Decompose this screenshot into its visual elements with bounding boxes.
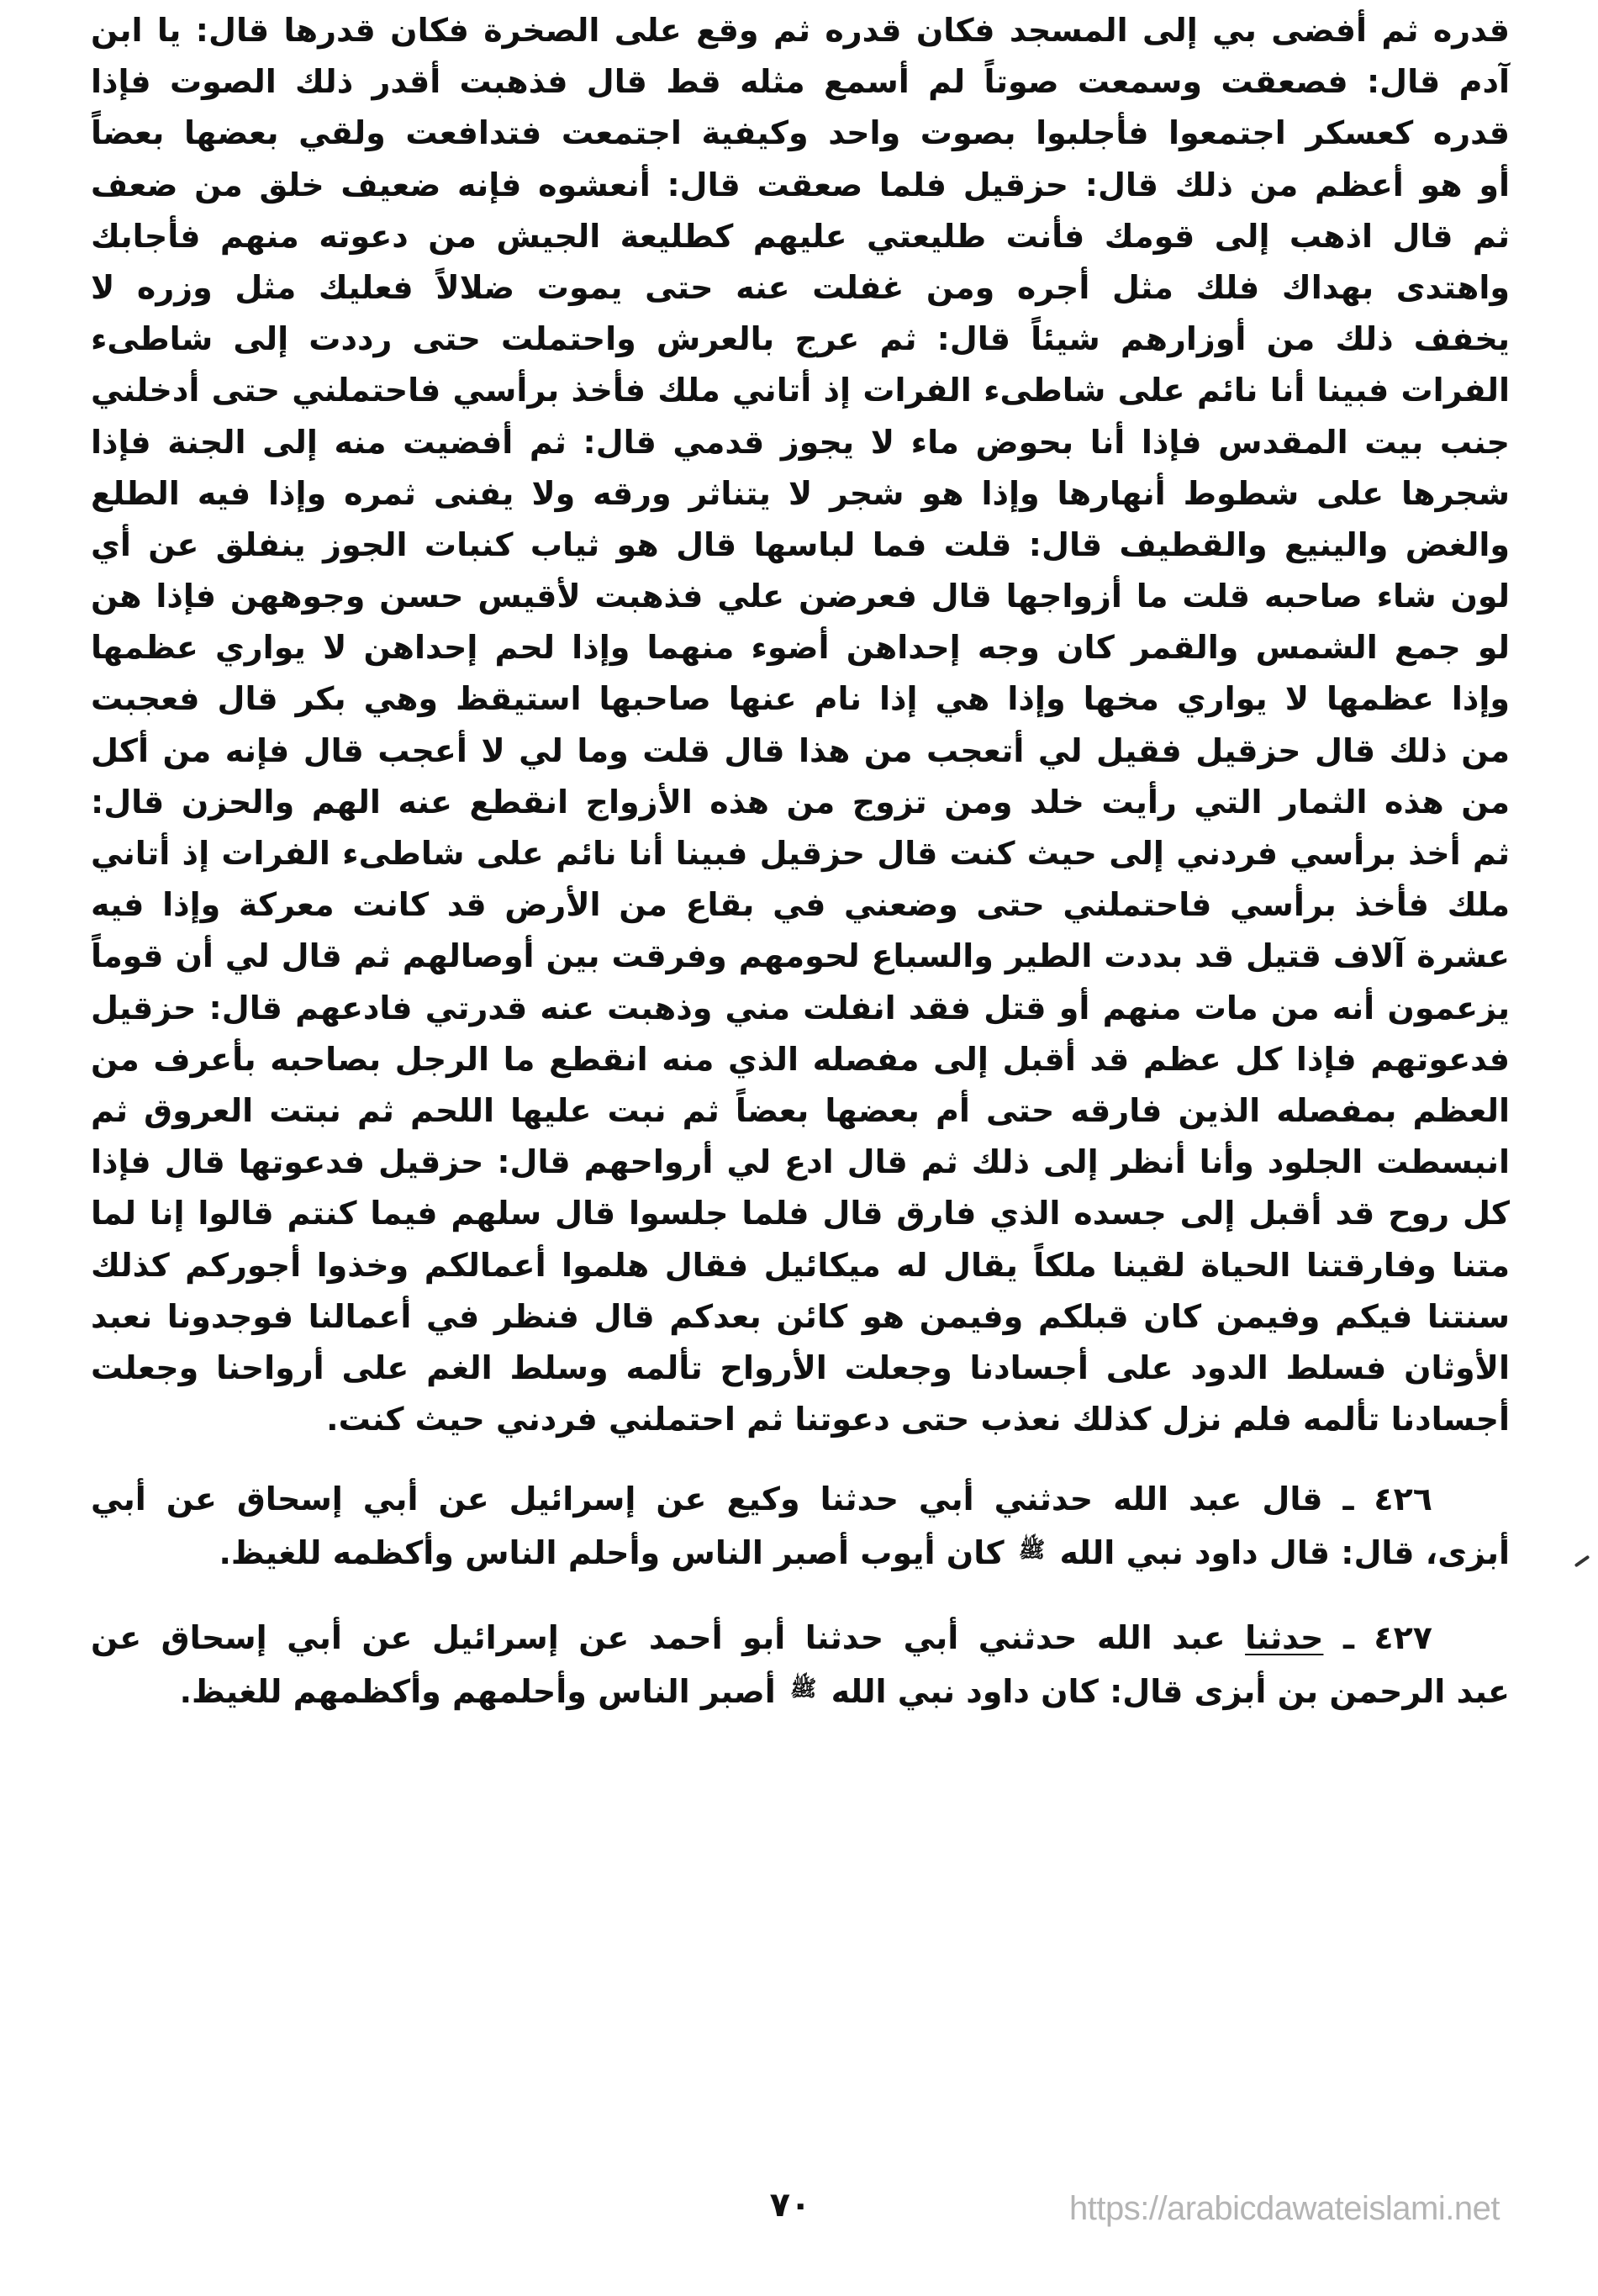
hadith-text: أصبر الناس وأحلمهم وأكظمهم للغيظ. bbox=[179, 1672, 776, 1710]
text-line: شجرها على شطوط أنهارها وإذا هو شجر لا يتناثر ورقه ولا يفنى ثمره وإذا فيه الطلع bbox=[91, 474, 1510, 512]
hadith-line bbox=[91, 1664, 1510, 1715]
text-line: والغض والينيع والقطيف قال: قلت فما لباسها قال هو ثياب كنبات الجوز ينفلق عن أي bbox=[91, 525, 1510, 563]
hadith-text: كان أيوب أصبر الناس وأحلم الناس وأكظمه للغيظ. bbox=[219, 1534, 1005, 1572]
text-line: قدره ثم أفضى بي إلى المسجد فكان قدره ثم وقع على الصخرة فكان قدرها قال: يا ابن bbox=[91, 12, 1510, 49]
text-line: ثم أخذ برأسي فردني إلى حيث كنت قال حزقيل فبينا أنا نائم على شاطىء الفرات إذ أتاني bbox=[91, 835, 1510, 872]
watermark-link[interactable]: https://arabicdawateislami.net bbox=[1069, 2190, 1500, 2227]
text-line: ثم قال اذهب إلى قومك فأنت طليعتي عليهم كطليعة الجيش من دعوته منهم فأجابك bbox=[91, 217, 1510, 255]
page-number: ٧٠ bbox=[769, 2186, 811, 2225]
hadith-number: ٤٢٦ bbox=[1374, 1481, 1433, 1518]
text-line: وإذا عظمها لا يواري مخها وإذا هي إذا نام عنها صاحبها استيقظ وهي بكر قال فعجبت bbox=[91, 680, 1510, 718]
paragraph-gap bbox=[91, 1445, 1510, 1474]
hadith-line bbox=[91, 1525, 1510, 1576]
text-line: متنا وفارقتنا الحياة لقينا ملكاً يقال له ميكائيل فقال هلموا أعمالكم وخذوا أجوركم كذلك bbox=[91, 1246, 1510, 1284]
hadith-line bbox=[91, 1612, 1510, 1664]
text-line: سنتنا فيكم وفيمن كان قبلكم وفيمن هو كائن بعدكم قال فنظر في أعمالنا فوجدونا نعبد bbox=[91, 1297, 1510, 1335]
hadith-line bbox=[91, 1474, 1510, 1525]
text-line: قدره كعسكر اجتمعوا فأجلبوا بصوت واحد وكيفية اجتمعت فتدافعت ولقي بعضها بعضاً bbox=[91, 114, 1510, 152]
text-line: من ذلك قال حزقيل فقيل لي أتعجب من هذا قال قلت وما لي لا أعجب قال فإنه من أكل bbox=[91, 731, 1510, 769]
salawat-icon: ﷺ bbox=[790, 1676, 817, 1702]
text-line: ملك فأخذ برأسي فاحتملني حتى وضعني في بقاع من الأرض قد كانت معركة وإذا فيه bbox=[91, 886, 1510, 924]
paragraph-gap bbox=[91, 1577, 1510, 1612]
text-line: الأوثان فسلط الدود على أجسادنا وجعلت الأرواح تألمه وسلط الغم على أرواحنا وجعلت bbox=[91, 1349, 1510, 1386]
text-line: فدعوتهم فإذا كل عظم قد أقبل إلى مفصله الذي منه انقطع ما الرجل بصاحبه بأعرف من bbox=[91, 1040, 1510, 1078]
margin-mark-icon bbox=[1574, 1555, 1590, 1568]
text-line: الفرات فبينا أنا نائم على شاطىء الفرات إذ أتاني ملك فأخذ برأسي فاحتملني حتى أدخلني bbox=[91, 372, 1510, 409]
hadith-dash: ـ bbox=[1342, 1481, 1354, 1518]
text-line: أو هو أعظم من ذلك قال: حزقيل فلما صعقت قال: أنعشوه فإنه ضعيف خلق من ضعف bbox=[91, 166, 1510, 203]
text-line: لو جمع الشمس والقمر كان وجه إحداهن أضوء منهما وإذا لحم إحداهن لا يواري عظمها bbox=[91, 629, 1510, 667]
text-line: يزعمون أنه من مات منهم أو قتل فقد انفلت مني وذهبت عنه قدرتي فادعهم قال: حزقيل bbox=[91, 989, 1510, 1027]
main-text bbox=[91, 5, 1510, 1715]
hadith-lead-word: حدثنا bbox=[1245, 1618, 1324, 1656]
text-line: كل روح قد أقبل إلى جسده الذي فارق قال فلما جلسوا قال سلهم فيما كنتم قالوا إنا لما bbox=[91, 1195, 1510, 1232]
text-line: من هذه الثمار التي رأيت خلد ومن تزوج من هذه الأزواج انقطع عنه الهم والحزن قال: bbox=[91, 783, 1510, 821]
text-line: العظم بمفصله الذين فارقه حتى أم بعضها بعضاً ثم نبت عليها اللحم ثم نبتت العروق ثم bbox=[91, 1091, 1510, 1129]
text-line: جنب بيت المقدس فإذا أنا بحوض ماء لا يجوز قدمي قال: ثم أفضيت منه إلى الجنة فإذا bbox=[91, 423, 1510, 461]
hadith-426 bbox=[91, 1474, 1510, 1576]
hadith-text: عبد الله حدثني أبي حدثنا وكيع عن إسرائيل عن أبي إسحاق عن أبي bbox=[91, 1481, 1242, 1518]
hadith-text: أبزى، قال: قال داود نبي الله bbox=[1059, 1534, 1510, 1572]
hadith-number: ٤٢٧ bbox=[1374, 1618, 1433, 1656]
text-line: آدم قال: فصعقت وسمعت صوتاً لم أسمع مثله قط قال فذهبت أقدر ذلك الصوت فإذا bbox=[91, 63, 1510, 101]
text-line: أجسادنا تألمه فلم نزل كذلك نعذب حتى دعوتنا ثم احتملني فردني حيث كنت. bbox=[326, 1401, 1510, 1438]
text-line: يخفف ذلك من أوزارهم شيئاً قال: ثم عرج بالعرش واحتملت حتى رددت إلى شاطىء bbox=[91, 320, 1510, 358]
salawat-icon: ﷺ bbox=[1018, 1538, 1046, 1564]
text-line: واهتدى بهداك فلك مثل أجره ومن غفلت عنه حتى يموت ضلالاً فعليك مثل وزره لا bbox=[91, 268, 1510, 306]
narrative-paragraph bbox=[91, 5, 1510, 1445]
hadith-dash: ـ bbox=[1342, 1618, 1354, 1656]
hadith-text: عبد الله حدثني أبي حدثنا أبو أحمد عن إسرائيل عن أبي إسحاق عن bbox=[91, 1618, 1226, 1656]
hadith-text: عبد الرحمن بن أبزى قال: كان داود نبي الله bbox=[831, 1672, 1510, 1710]
hadith-427 bbox=[91, 1612, 1510, 1715]
text-line: لون شاء صاحبه قلت ما أزواجها قال فعرضن علي فذهبت لأقيس حسن وجوههن فإذا هن bbox=[91, 578, 1510, 615]
text-line: عشرة آلاف قتيل قد بددت الطير والسباع لحومهم وفرقت بين أوصالهم ثم قال لي أن قوماً bbox=[91, 937, 1510, 975]
text-line: انبسطت الجلود وأنا أنظر إلى ذلك ثم قال ادع لي أرواحهم قال: حزقيل فدعوتها قال فإذا bbox=[91, 1143, 1510, 1181]
hadith-lead-word: قال bbox=[1262, 1481, 1323, 1518]
